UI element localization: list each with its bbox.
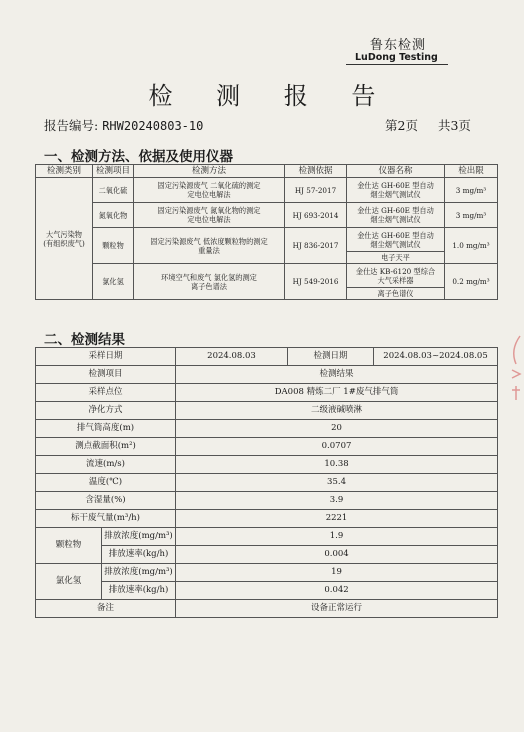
table-row [36,474,498,492]
brand-underline [346,64,448,65]
header-cell: 检测依据 [285,165,347,178]
table-row [36,456,498,474]
pollutant-name: 氯化氢 [36,564,102,600]
sampling-date-label: 采样日期 [36,348,176,366]
table-row [36,564,498,582]
seal-stamp [506,330,524,410]
limit-cell: 3 mg/m³ [445,203,498,228]
instrument-cell: 金仕达 GH-60E 型自动 烟尘烟气测试仪 [347,203,445,228]
item-header: 检测项目 [36,366,176,384]
page-info [385,116,487,134]
method-cell: 固定污染源废气 低浓度颗粒物的测定 重量法 [134,228,285,264]
param-value: 0.042 [176,582,498,600]
param-label: 排放速率(kg/h) [102,546,176,564]
item-cell: 氮氧化物 [93,203,134,228]
header-cell: 检测类别 [36,165,93,178]
table-row [36,228,498,252]
table-row [36,420,498,438]
header-cell: 检测方法 [134,165,285,178]
brand-name-cn: 鲁东检测 [370,38,427,53]
result-header: 检测结果 [176,366,498,384]
instrument-cell: 金仕达 GH-60E 型自动 烟尘烟气测试仪 [347,178,445,203]
table-row [36,384,498,402]
param-label: 净化方式 [36,402,176,420]
seal-fragment [506,330,524,410]
report-number-value: RHW20240803-10 [102,119,204,133]
pollutant-name: 颗粒物 [36,528,102,564]
report-number-label: 报告编号: [44,118,99,133]
page-total: 共3页 [437,118,471,133]
param-label: 含湿量(%) [36,492,176,510]
table-row [36,348,498,366]
table-row [36,582,498,600]
limit-cell: 3 mg/m³ [445,178,498,203]
remark-value: 设备正常运行 [176,600,498,618]
test-date-value: 2024.08.03~2024.08.05 [374,348,498,366]
param-label: 温度(℃) [36,474,176,492]
limit-cell: 0.2 mg/m³ [445,264,498,300]
table-row [36,402,498,420]
page-number: 第2页 [385,118,418,133]
report-number [44,116,203,134]
table-row [36,366,498,384]
table-row [36,203,498,228]
basis-cell: HJ 549-2016 [285,264,347,300]
param-label: 排气筒高度(m) [36,420,176,438]
param-value: 0.0707 [176,438,498,456]
table-row [36,528,498,546]
method-cell: 固定污染源废气 氮氧化物的测定 定电位电解法 [134,203,285,228]
basis-cell: HJ 57-2017 [285,178,347,203]
param-label: 标干废气量(m³/h) [36,510,176,528]
table-row [36,600,498,618]
item-cell: 颗粒物 [93,228,134,264]
item-cell: 氯化氢 [93,264,134,300]
param-label: 采样点位 [36,384,176,402]
param-value: DA008 精炼二厂 1#废气排气筒 [176,384,498,402]
table-row [36,438,498,456]
table-row [36,178,498,203]
limit-cell: 1.0 mg/m³ [445,228,498,264]
param-label: 排放速率(kg/h) [102,582,176,600]
category-cell: 大气污染物 (有组织废气) [36,178,93,300]
header-cell: 检出限 [445,165,498,178]
param-value: 0.004 [176,546,498,564]
sampling-date-value: 2024.08.03 [176,348,288,366]
instrument-cell: 离子色谱仪 [347,288,445,300]
table-row [36,264,498,288]
methods-table [35,164,498,300]
basis-cell: HJ 836-2017 [285,228,347,264]
method-cell: 固定污染源废气 二氧化硫的测定 定电位电解法 [134,178,285,203]
table-row [36,492,498,510]
param-value: 19 [176,564,498,582]
header-cell: 检测项目 [93,165,134,178]
section-1-title: 一、检测方法、依据及使用仪器 [44,149,233,165]
param-value: 10.38 [176,456,498,474]
param-label: 排放浓度(mg/m³) [102,528,176,546]
method-cell: 环境空气和废气 氯化氢的测定 离子色谱法 [134,264,285,300]
brand-name-en: LuDong Testing [355,52,438,63]
param-value: 二级液碱喷淋 [176,402,498,420]
param-value: 3.9 [176,492,498,510]
methods-header-row [36,165,498,178]
instrument-cell: 金仕达 GH-60E 型自动 烟尘烟气测试仪 [347,228,445,252]
basis-cell: HJ 693-2014 [285,203,347,228]
param-label: 流速(m/s) [36,456,176,474]
table-row [36,510,498,528]
instrument-cell: 电子天平 [347,252,445,264]
header-cell: 仪器名称 [347,165,445,178]
param-value: 35.4 [176,474,498,492]
param-value: 2221 [176,510,498,528]
page-title: 检 测 报 告 [148,82,394,110]
item-cell: 二氧化硫 [93,178,134,203]
test-date-label: 检测日期 [288,348,374,366]
param-value: 20 [176,420,498,438]
remark-label: 备注 [36,600,176,618]
results-table [35,347,498,618]
table-row [36,546,498,564]
param-value: 1.9 [176,528,498,546]
instrument-cell: 金仕达 KB-6120 型综合 大气采样器 [347,264,445,288]
param-label: 排放浓度(mg/m³) [102,564,176,582]
section-2-title: 二、检测结果 [44,332,125,348]
param-label: 测点截面积(m²) [36,438,176,456]
